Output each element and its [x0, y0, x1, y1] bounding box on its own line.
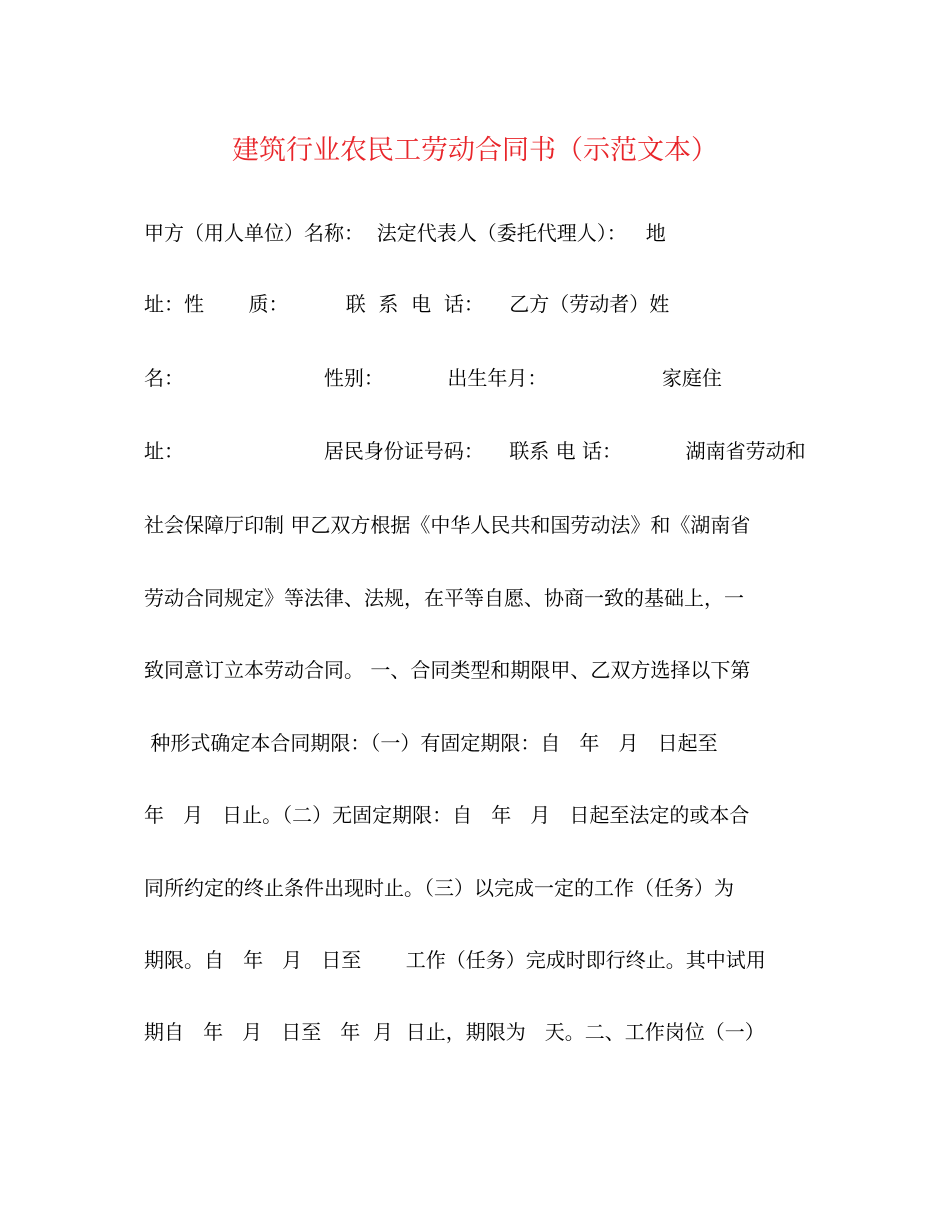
body-line-6: 劳动合同规定》等法律、法规，在平等自愿、协商一致的基础上，一: [144, 586, 744, 610]
body-line-5: 社会保障厅印制 甲乙双方根据《中华人民共和国劳动法》和《湖南省: [144, 513, 751, 537]
body-line-2: 址：性 质： 联 系 电 话： 乙方（劳动者）姓: [144, 292, 670, 316]
body-line-4: 址： 居民身份证号码： 联系 电 话： 湖南省劳动和: [144, 439, 806, 463]
body-line-1: 甲方（用人单位）名称： 法定代表人（委托代理人）： 地: [144, 221, 666, 245]
body-line-12: 期自 年 月 日至 年 月 日止，期限为 天。二、工作岗位（一）: [144, 1020, 765, 1044]
body-line-8: 种形式确定本合同期限：（一）有固定期限：自 年 月 日起至: [144, 731, 718, 755]
body-line-11: 期限。自 年 月 日至 工作（任务）完成时即行终止。其中试用: [144, 948, 766, 972]
body-line-10: 同所约定的终止条件出现时止。（三）以完成一定的工作（任务）为: [144, 876, 734, 900]
body-line-3: 名： 性别： 出生年月： 家庭住: [144, 366, 722, 390]
body-line-7: 致同意订立本劳动合同。 一、合同类型和期限甲、乙双方选择以下第: [144, 658, 751, 682]
body-line-9: 年 月 日止。（二）无固定期限：自 年 月 日起至法定的或本合: [144, 803, 750, 827]
document-title: 建筑行业农民工劳动合同书（示范文本）: [232, 135, 718, 166]
